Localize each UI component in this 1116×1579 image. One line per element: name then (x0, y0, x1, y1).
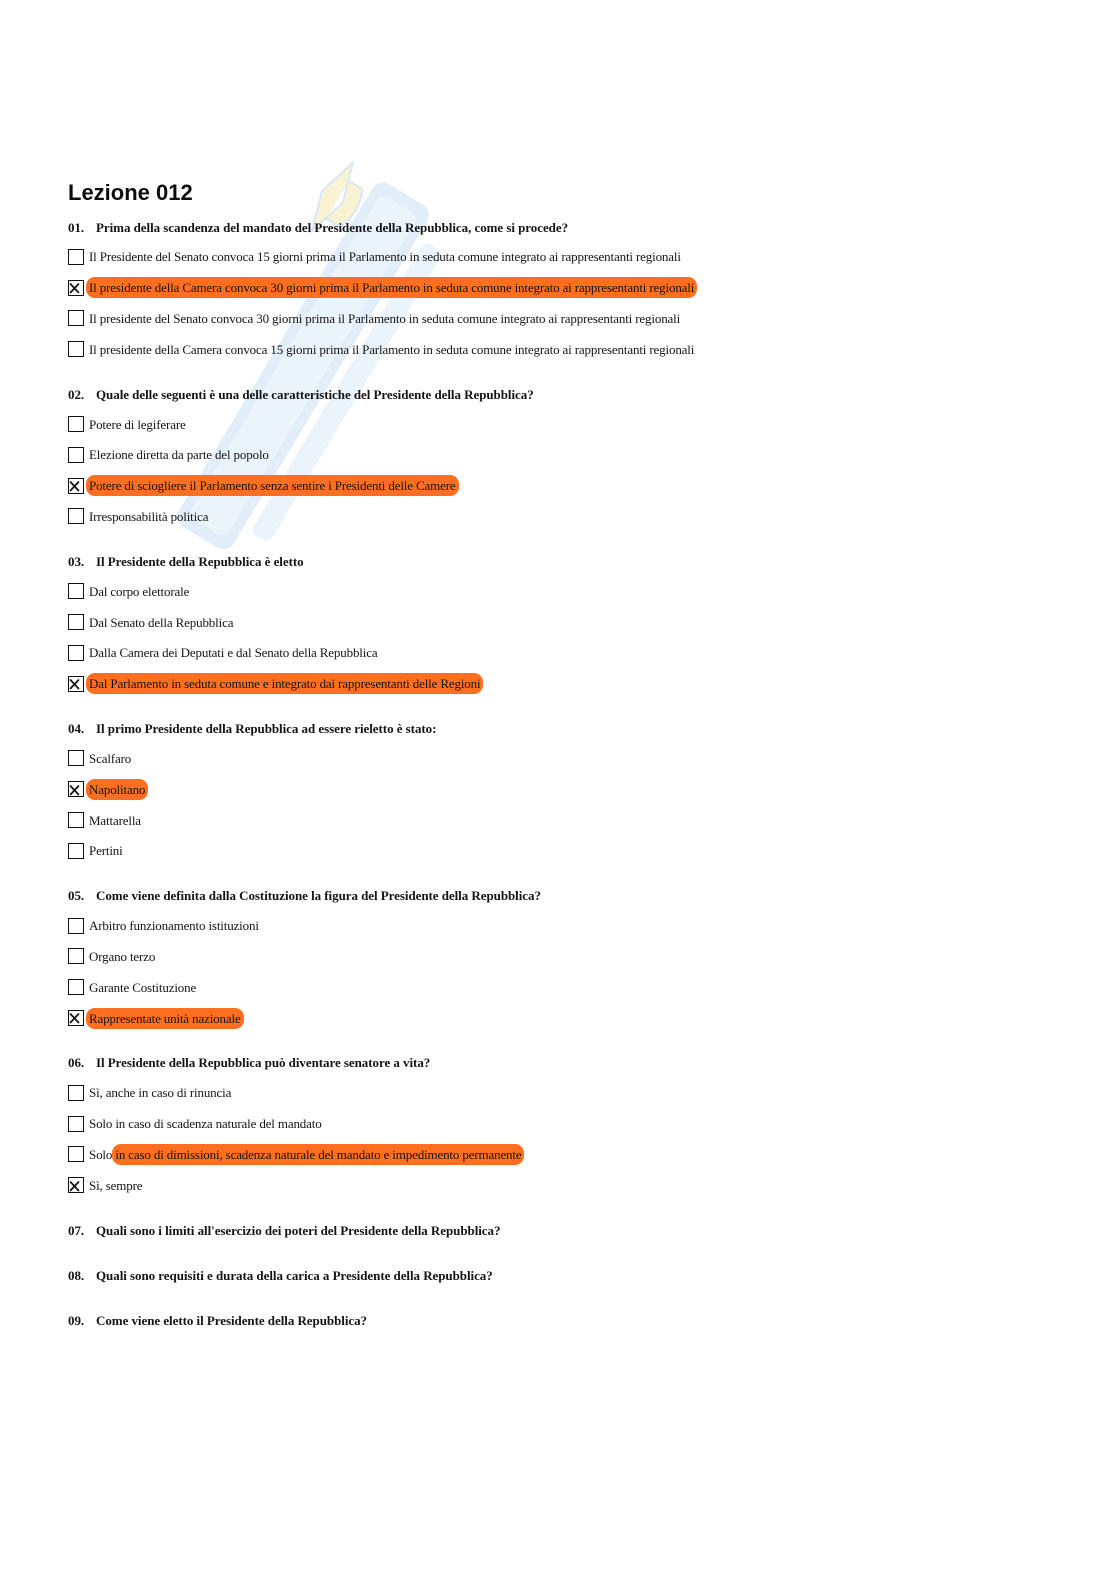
question-text: Prima della scandenza del mandato del Presidente della Repubblica, come si procede? (96, 219, 569, 235)
answer-option (68, 576, 1068, 607)
question-block (68, 214, 1068, 365)
answer-option (68, 637, 1068, 668)
answer-option (68, 439, 1068, 470)
answer-checkbox (68, 676, 84, 692)
answer-option (68, 272, 1068, 303)
lesson-title: Lezione 012 (68, 180, 193, 205)
answer-text: Solo in caso di scadenza naturale del mandato (89, 1116, 322, 1132)
answer-checkbox (68, 614, 84, 630)
answer-option (68, 1003, 1068, 1034)
answer-text: Il presidente della Camera convoca 15 giorni prima il Parlamento in seduta comune integrato ai rappresentanti regionali (89, 341, 695, 357)
answer-option (68, 774, 1068, 805)
answer-checkbox (68, 1085, 84, 1101)
question-block (68, 715, 1068, 866)
question-text: Come viene eletto il Presidente della Repubblica? (96, 1312, 367, 1328)
answer-checkbox (68, 583, 84, 599)
answer-checkbox (68, 508, 84, 524)
x-mark-icon (67, 675, 83, 691)
answer-option (68, 242, 1068, 273)
answer-checkbox (68, 416, 84, 432)
answer-option (68, 1170, 1068, 1201)
x-mark-icon (67, 1177, 83, 1193)
answer-text: in caso di dimissioni, scadenza naturale del mandato e impedimento permanente (112, 1144, 524, 1165)
answer-option (68, 941, 1068, 972)
question-text: Quali sono requisiti e durata della carica a Presidente della Repubblica? (96, 1267, 493, 1283)
question-heading (68, 1307, 1068, 1335)
x-mark-icon (67, 781, 83, 797)
question-heading (68, 381, 1068, 409)
question-block (68, 1262, 1068, 1290)
question-number: 04. (68, 721, 85, 737)
question-heading (68, 214, 1068, 242)
answer-checkbox (68, 249, 84, 265)
answer-text: Potere di legiferare (89, 416, 186, 432)
answer-checkbox (68, 918, 84, 934)
answer-option (68, 501, 1068, 532)
question-block (68, 882, 1068, 1033)
question-block (68, 381, 1068, 532)
answer-text: Mattarella (89, 812, 141, 828)
answer-text: Napolitano (86, 779, 148, 800)
answer-checkbox (68, 948, 84, 964)
answer-checkbox (68, 280, 84, 296)
answer-checkbox (68, 843, 84, 859)
answer-option (68, 972, 1068, 1003)
question-block (68, 548, 1068, 699)
answer-text: Scalfaro (89, 750, 132, 766)
answer-option (68, 1077, 1068, 1108)
question-block (68, 1307, 1068, 1335)
question-number: 01. (68, 219, 85, 235)
answer-checkbox (68, 979, 84, 995)
answer-text: Dalla Camera dei Deputati e dal Senato della Repubblica (89, 645, 378, 661)
answer-checkbox (68, 645, 84, 661)
answer-text-prefix: Solo (89, 1146, 113, 1162)
answer-checkbox (68, 478, 84, 494)
question-heading (68, 715, 1068, 743)
answer-text: Organo terzo (89, 948, 156, 964)
question-block (68, 1049, 1068, 1200)
question-number: 05. (68, 888, 85, 904)
answer-option (68, 470, 1068, 501)
answer-text: Sì, sempre (89, 1177, 143, 1193)
answer-option (68, 1108, 1068, 1139)
answer-option (68, 334, 1068, 365)
question-text: Quale delle seguenti è una delle caratteristiche del Presidente della Repubblica? (96, 386, 534, 402)
question-text: Quali sono i limiti all'esercizio dei poteri del Presidente della Repubblica? (96, 1222, 501, 1238)
question-text: Come viene definita dalla Costituzione la figura del Presidente della Repubblica? (96, 888, 541, 904)
answer-text: Irresponsabilità politica (89, 508, 209, 524)
answer-option (68, 1139, 1068, 1170)
question-heading (68, 548, 1068, 576)
answer-checkbox (68, 750, 84, 766)
answer-checkbox (68, 812, 84, 828)
question-text: Il Presidente della Repubblica è eletto (96, 553, 304, 569)
answer-text: Il presidente del Senato convoca 30 giorni prima il Parlamento in seduta comune integrato ai rappresentanti regionali (89, 310, 681, 326)
answer-text: Il presidente della Camera convoca 30 giorni prima il Parlamento in seduta comune integrato ai rappresentanti regionali (86, 277, 697, 298)
answer-text: Dal Parlamento in seduta comune e integrato dai rappresentanti delle Regioni (86, 673, 483, 694)
quiz-content (68, 214, 1068, 1352)
question-text: Il Presidente della Repubblica può diventare senatore a vita? (96, 1055, 431, 1071)
answer-checkbox (68, 341, 84, 357)
question-number: 06. (68, 1055, 85, 1071)
question-heading (68, 1262, 1068, 1290)
question-number: 07. (68, 1222, 85, 1238)
answer-option (68, 835, 1068, 866)
answer-checkbox (68, 1146, 84, 1162)
answer-text: Il Presidente del Senato convoca 15 giorni prima il Parlamento in seduta comune integrato ai rappresentanti regionali (89, 249, 681, 265)
answer-option (68, 607, 1068, 638)
question-number: 02. (68, 386, 85, 402)
answer-checkbox (68, 1116, 84, 1132)
answer-text: Potere di sciogliere il Parlamento senza sentire i Presidenti delle Camere (86, 475, 459, 496)
answer-checkbox (68, 1010, 84, 1026)
answer-checkbox (68, 310, 84, 326)
answer-option (68, 409, 1068, 440)
question-number: 08. (68, 1267, 85, 1283)
answer-text: Dal Senato della Repubblica (89, 614, 234, 630)
answer-text: Arbitro funzionamento istituzioni (89, 918, 259, 934)
answer-text: Dal corpo elettorale (89, 583, 190, 599)
x-mark-icon (67, 1009, 83, 1025)
answer-option (68, 805, 1068, 836)
answer-option (68, 743, 1068, 774)
answer-text: Garante Costituzione (89, 979, 197, 995)
answer-option (68, 668, 1068, 699)
answer-text: Elezione diretta da parte del popolo (89, 447, 269, 463)
question-number: 09. (68, 1312, 85, 1328)
question-heading (68, 882, 1068, 910)
question-text: Il primo Presidente della Repubblica ad essere rieletto è stato: (96, 721, 437, 737)
answer-option (68, 910, 1068, 941)
answer-checkbox (68, 781, 84, 797)
answer-text: Pertini (89, 843, 123, 859)
question-block (68, 1217, 1068, 1245)
x-mark-icon (67, 477, 83, 493)
question-heading (68, 1049, 1068, 1077)
answer-text: Rappresentate unità nazionale (86, 1008, 244, 1029)
answer-checkbox (68, 1177, 84, 1193)
x-mark-icon (67, 279, 83, 295)
answer-text: Sì, anche in caso di rinuncia (89, 1085, 232, 1101)
question-number: 03. (68, 553, 85, 569)
answer-checkbox (68, 447, 84, 463)
answer-option (68, 303, 1068, 334)
question-heading (68, 1217, 1068, 1245)
